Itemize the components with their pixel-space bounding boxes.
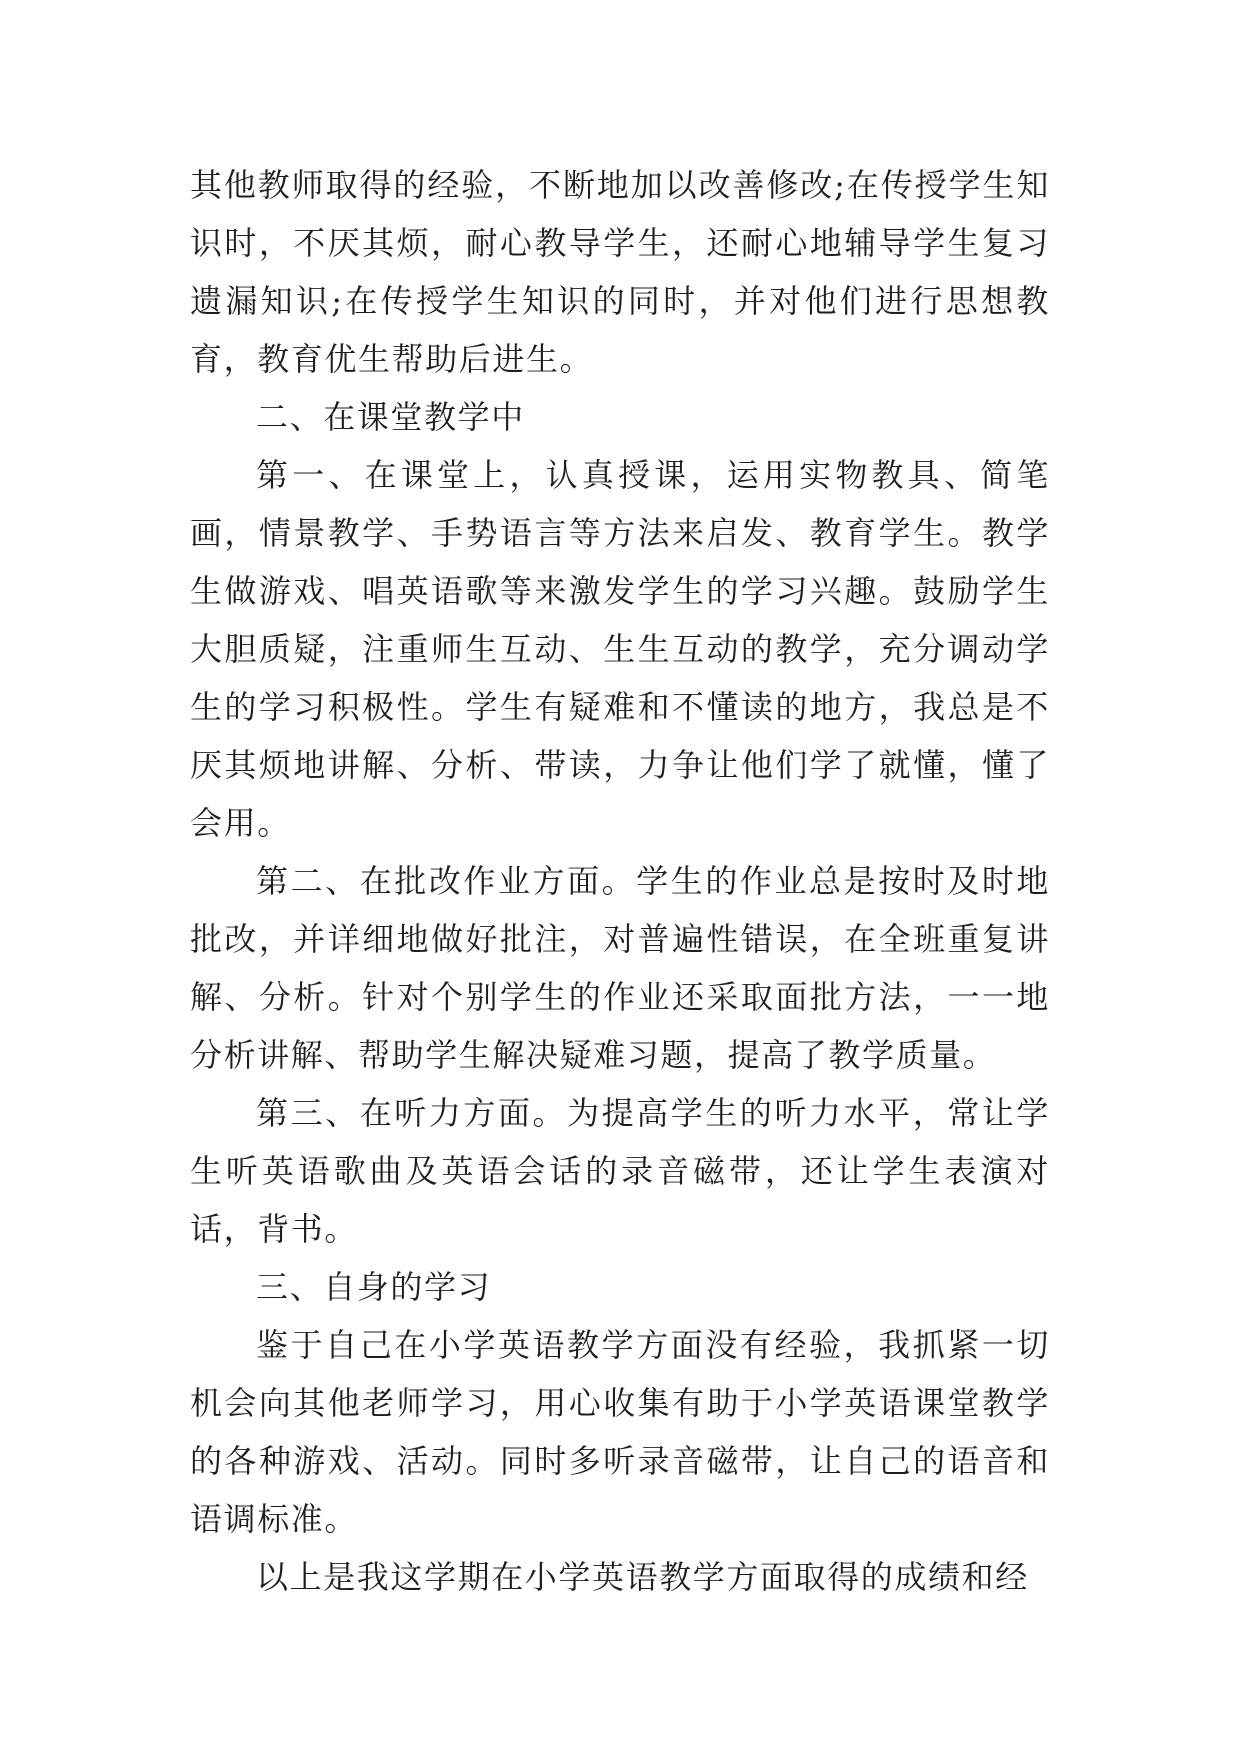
section-heading-self-study: 三、自身的学习 xyxy=(256,1268,492,1306)
document-body xyxy=(190,156,1050,1606)
paragraph-summary: 以上是我这学期在小学英语教学方面取得的成绩和经 xyxy=(256,1558,1029,1596)
paragraph-1: 其他教师取得的经验，不断地加以改善修改;在传授学生知识时，不厌其烦，耐心教导学生，还耐心地辅导学生复习遗漏知识;在传授学生知识的同时，并对他们进行思想教育，教育优生帮助后进生。 xyxy=(190,166,1050,378)
paragraph-self-study: 鉴于自己在小学英语教学方面没有经验，我抓紧一切机会向其他老师学习，用心收集有助于小学英语课堂教学的各种游戏、活动。同时多听录音磁带，让自己的语音和语调标准。 xyxy=(190,1326,1050,1538)
paragraph-classroom: 第一、在课堂上，认真授课，运用实物教具、简笔画，情景教学、手势语言等方法来启发、教育学生。教学生做游戏、唱英语歌等来激发学生的学习兴趣。鼓励学生大胆质疑，注重师生互动、生生互动的教学，充分调动学生的学习积极性。学生有疑难和不懂读的地方，我总是不厌其烦地讲解、分析、带读，力争让他们学了就懂，懂了会用。 xyxy=(190,456,1050,842)
section-heading-classroom-teaching: 二、在课堂教学中 xyxy=(256,398,525,436)
paragraph-listening: 第三、在听力方面。为提高学生的听力水平，常让学生听英语歌曲及英语会话的录音磁带，还让学生表演对话，背书。 xyxy=(190,1094,1050,1248)
paragraph-homework: 第二、在批改作业方面。学生的作业总是按时及时地批改，并详细地做好批注，对普遍性错误，在全班重复讲解、分析。针对个别学生的作业还采取面批方法，一一地分析讲解、帮助学生解决疑难习题，提高了教学质量。 xyxy=(190,862,1050,1074)
